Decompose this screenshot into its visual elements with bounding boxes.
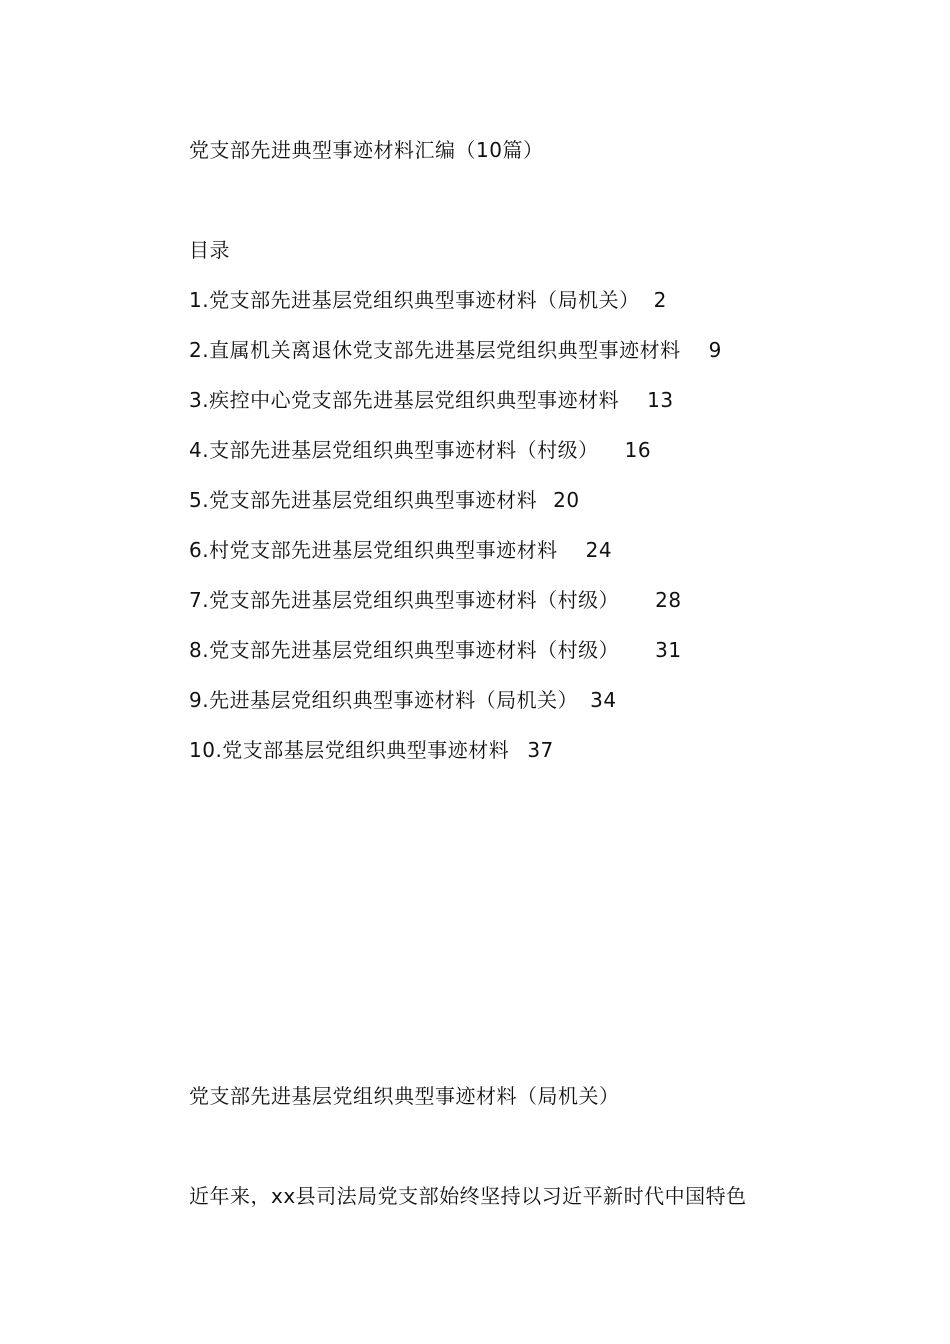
toc-item[interactable] [189,386,674,414]
toc-heading: 目录 [189,238,230,262]
toc-item[interactable] [189,636,682,664]
toc-item-page: 28 [655,588,682,612]
toc-item-label: 7.党支部先进基层党组织典型事迹材料（村级） [189,588,620,612]
toc-item-label: 1.党支部先进基层党组织典型事迹材料（局机关） [189,288,640,312]
toc-item-label: 2.直属机关离退休党支部先进基层党组织典型事迹材料 [189,338,681,362]
toc-item-label: 3.疾控中心党支部先进基层党组织典型事迹材料 [189,388,620,412]
toc-item[interactable] [189,586,682,614]
toc-item-label: 8.党支部先进基层党组织典型事迹材料（村级） [189,638,620,662]
toc-item-label: 4.支部先进基层党组织典型事迹材料（村级） [189,438,599,462]
toc-item[interactable] [189,536,612,564]
toc-item[interactable] [189,336,722,364]
toc-item[interactable] [189,436,651,464]
document-title: 党支部先进典型事迹材料汇编（10篇） [189,138,544,162]
toc-item-page: 34 [590,688,617,712]
toc-item[interactable] [189,486,580,514]
toc-item-page: 31 [655,638,682,662]
toc-item-page: 20 [553,488,580,512]
toc-item[interactable] [189,736,554,764]
toc-item[interactable] [189,686,617,714]
toc-item-label: 9.先进基层党组织典型事迹材料（局机关） [189,688,579,712]
toc-item-label: 10.党支部基层党组织典型事迹材料 [189,738,510,762]
toc-item-label: 5.党支部先进基层党组织典型事迹材料 [189,488,538,512]
toc-item-page: 13 [647,388,674,412]
toc-item[interactable] [189,286,667,314]
section-title: 党支部先进基层党组织典型事迹材料（局机关） [189,1084,620,1108]
toc-item-page: 24 [585,538,613,562]
toc-item-label: 6.村党支部先进基层党组织典型事迹材料 [189,538,558,562]
toc-item-page: 16 [624,438,652,462]
toc-item-page: 2 [653,288,667,312]
toc-item-page: 9 [708,338,722,362]
body-paragraph: 近年来，xx县司法局党支部始终坚持以习近平新时代中国特色 [189,1184,747,1208]
toc-item-page: 37 [527,738,554,762]
